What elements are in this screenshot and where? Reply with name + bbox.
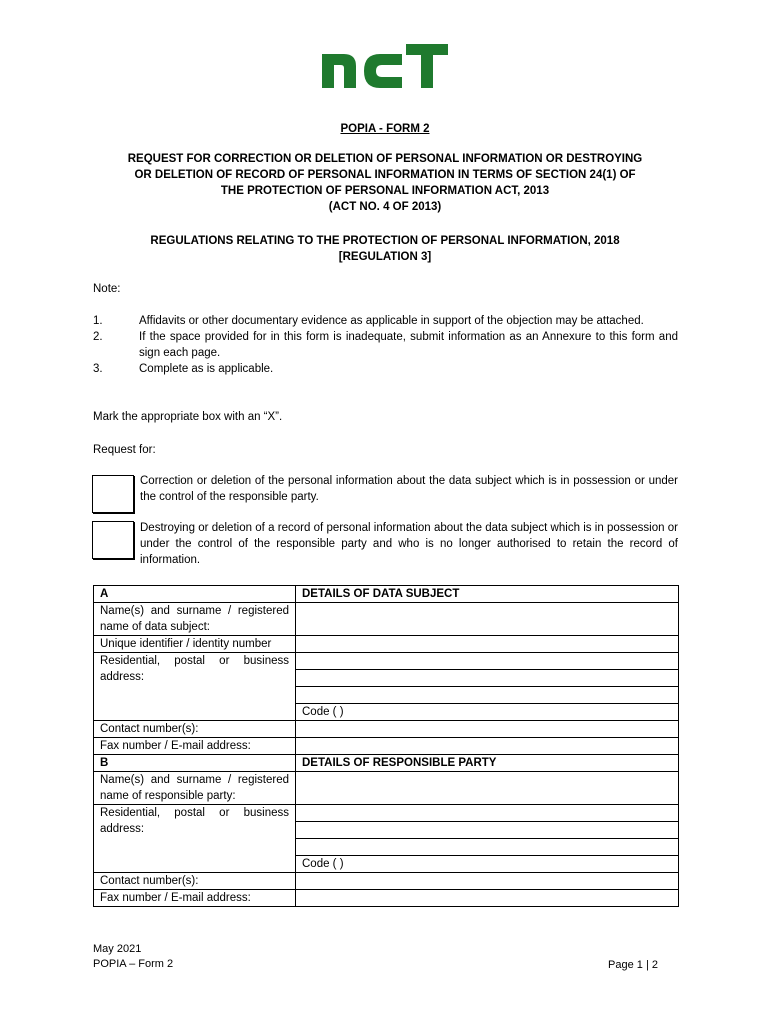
page-number: Page 1 | 2 <box>608 959 658 971</box>
party-contact-field[interactable] <box>296 873 679 890</box>
subject-address-line[interactable] <box>296 653 679 670</box>
table-row <box>94 586 679 603</box>
subject-fax-field[interactable] <box>296 738 679 755</box>
regulation-heading <box>60 233 710 265</box>
party-fax-label: Fax number / E-mail address: <box>94 890 296 907</box>
section-b-letter: B <box>94 755 296 772</box>
note-item <box>93 329 678 361</box>
subject-id-field[interactable] <box>296 636 679 653</box>
section-a-title: DETAILS OF DATA SUBJECT <box>296 586 679 603</box>
party-name-field[interactable] <box>296 772 679 805</box>
section-a-letter: A <box>94 586 296 603</box>
table-row <box>94 890 679 907</box>
table-row <box>94 603 679 636</box>
party-fax-field[interactable] <box>296 890 679 907</box>
subject-id-label: Unique identifier / identity number <box>94 636 296 653</box>
nct-logo <box>322 40 448 90</box>
table-row <box>94 636 679 653</box>
notes-list <box>93 313 678 377</box>
footer-date: May 2021 <box>93 943 142 955</box>
note-item <box>93 361 678 377</box>
party-name-label: Name(s) and surname / registered name of responsible party: <box>94 772 296 805</box>
note-text: Affidavits or other documentary evidence as applicable in support of the objection may be attached. <box>139 315 644 327</box>
form-heading <box>60 151 710 215</box>
party-address-line[interactable] <box>296 805 679 822</box>
party-code-field[interactable]: Code ( ) <box>296 856 679 873</box>
correction-option-text: Correction or deletion of the personal information about the data subject which is in possession or under the control of the responsible party. <box>140 475 678 503</box>
note-number: 1. <box>93 315 103 327</box>
destroy-checkbox[interactable] <box>92 521 134 559</box>
heading-line: REQUEST FOR CORRECTION OR DELETION OF PERSONAL INFORMATION OR DESTROYING <box>127 153 643 165</box>
subject-name-field[interactable] <box>296 603 679 636</box>
party-address-line[interactable] <box>296 839 679 856</box>
subject-contact-field[interactable] <box>296 721 679 738</box>
table-row <box>94 721 679 738</box>
note-number: 3. <box>93 363 103 375</box>
table-row <box>94 772 679 805</box>
note-text: Complete as is applicable. <box>139 363 274 375</box>
subject-contact-label: Contact number(s): <box>94 721 296 738</box>
heading-line: OR DELETION OF RECORD OF PERSONAL INFORMATION IN TERMS OF SECTION 24(1) OF <box>134 169 636 181</box>
footer-left <box>93 942 173 972</box>
destroy-option-text: Destroying or deletion of a record of personal information about the data subject which is in possession or under the control of the responsible party and who is no longer authorised to retain the record of information. <box>140 522 678 566</box>
subject-address-line[interactable] <box>296 670 679 687</box>
regulation-line: REGULATIONS RELATING TO THE PROTECTION OF PERSONAL INFORMATION, 2018 <box>150 235 620 247</box>
table-row <box>94 873 679 890</box>
note-text: If the space provided for in this form is inadequate, submit information as an Annexure to this form and sign each page. <box>139 331 678 359</box>
footer-form: POPIA – Form 2 <box>93 958 174 970</box>
note-number: 2. <box>93 331 103 343</box>
subject-address-line[interactable] <box>296 687 679 704</box>
heading-line: THE PROTECTION OF PERSONAL INFORMATION ACT, 2013 <box>220 185 550 197</box>
nct-logo-graphic <box>322 40 448 90</box>
subject-fax-label: Fax number / E-mail address: <box>94 738 296 755</box>
party-contact-label: Contact number(s): <box>94 873 296 890</box>
table-row <box>94 738 679 755</box>
regulation-line: [REGULATION 3] <box>338 251 432 263</box>
table-row <box>94 805 679 822</box>
party-address-label: Residential, postal or business address: <box>94 805 296 873</box>
note-label: Note: <box>93 283 121 295</box>
note-item <box>93 313 678 329</box>
mark-instruction: Mark the appropriate box with an “X”. <box>93 411 283 423</box>
table-row <box>94 653 679 670</box>
correction-checkbox[interactable] <box>92 475 134 513</box>
subject-address-label: Residential, postal or business address: <box>94 653 296 721</box>
heading-line: (ACT NO. 4 OF 2013) <box>328 201 442 213</box>
subject-code-field[interactable]: Code ( ) <box>296 704 679 721</box>
subject-name-label: Name(s) and surname / registered name of data subject: <box>94 603 296 636</box>
table-row <box>94 755 679 772</box>
form-title: POPIA - FORM 2 <box>340 123 430 135</box>
details-table <box>93 585 679 907</box>
party-address-line[interactable] <box>296 822 679 839</box>
section-b-title: DETAILS OF RESPONSIBLE PARTY <box>296 755 679 772</box>
request-for-label: Request for: <box>93 444 156 456</box>
